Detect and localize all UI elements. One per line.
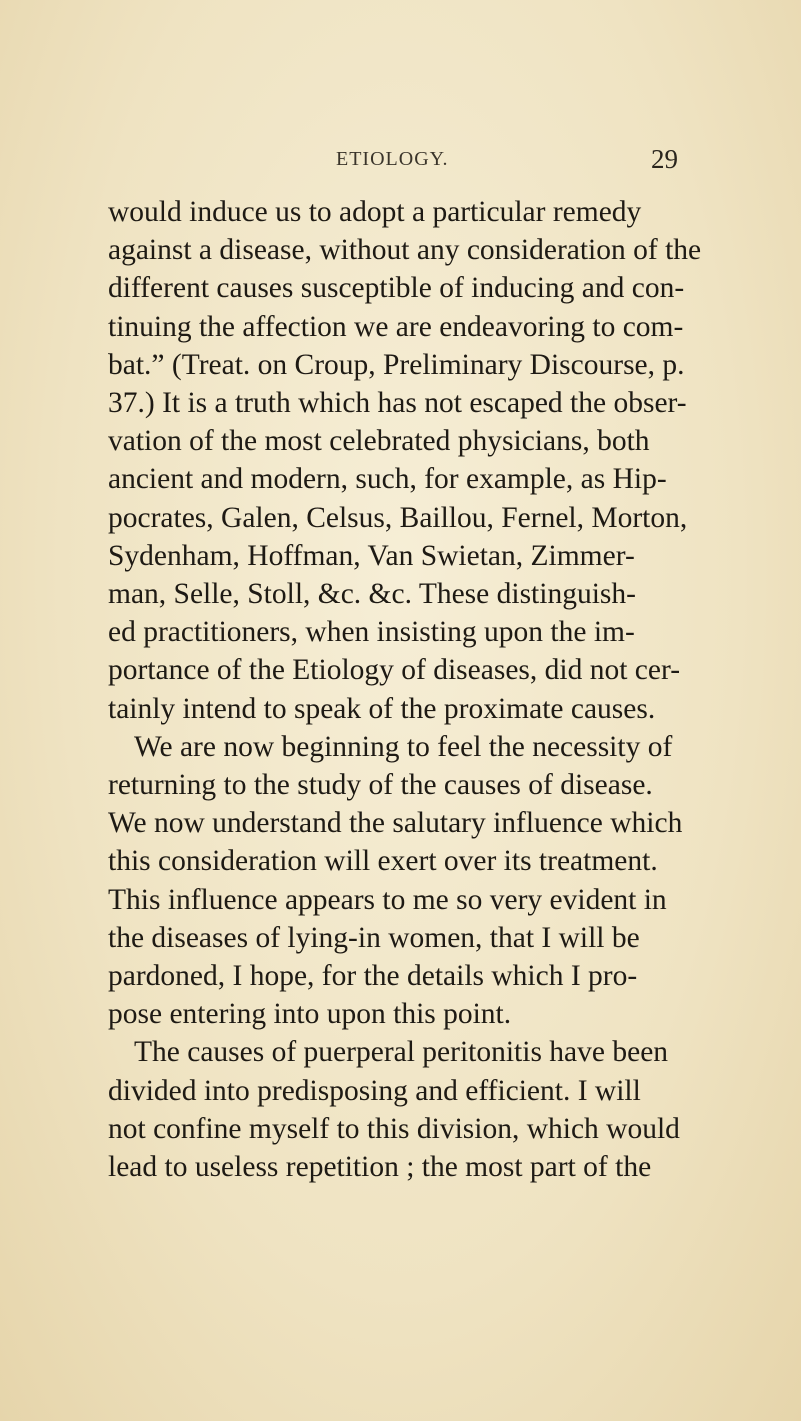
text-line: pocrates, Galen, Celsus, Baillou, Fernel, Morton, [108, 501, 688, 534]
text-line: man, Selle, Stoll, &c. &c. These distinguish- [108, 578, 636, 610]
text-line: this consideration will exert over its treatment. [108, 845, 658, 878]
page-number: 29 [651, 144, 678, 174]
text-line: pardoned, I hope, for the details which I pro- [108, 960, 638, 992]
text-line: returning to the study of the causes of disease. [108, 769, 653, 801]
text-line: ancient and modern, such, for example, as Hip- [108, 463, 667, 496]
running-title: ETIOLOGY. [336, 148, 449, 170]
text-line: We are now beginning to feel the necessity of [134, 730, 673, 763]
text-line: against a disease, without any consideration of the [108, 234, 702, 267]
text-line: the diseases of lying-in women, that I will be [108, 921, 640, 954]
text-line: not confine myself to this division, which would [108, 1112, 680, 1145]
text-line: 37.) It is a truth which has not escaped the obser- [108, 387, 687, 419]
text-line: divided into predisposing and efficient. I will [108, 1074, 641, 1107]
text-line: We now understand the salutary influence which [108, 807, 683, 840]
text-line: bat.” (Treat. on Croup, Preliminary Discourse, p. [108, 348, 685, 381]
text-line: pose entering into upon this point. [108, 998, 512, 1031]
text-line: different causes susceptible of inducing and con- [108, 272, 685, 305]
text-line: would induce us to adopt a particular remedy [108, 196, 642, 228]
text-line: Sydenham, Hoffman, Van Swietan, Zimmer- [108, 539, 635, 572]
text-line: lead to useless repetition ; the most part of the [108, 1151, 652, 1183]
text-line: tainly intend to speak of the proximate causes. [108, 692, 656, 725]
text-line: vation of the most celebrated physicians, both [108, 425, 650, 458]
text-line: This influence appears to me so very evident in [108, 883, 667, 916]
text-line: tinuing the affection we are endeavoring to com- [108, 310, 684, 343]
running-head [0, 144, 801, 178]
text-line: The causes of puerperal peritonitis have been [134, 1036, 669, 1069]
text-line: portance of the Etiology of diseases, did not cer- [108, 654, 681, 687]
text-line: ed practitioners, when insisting upon the im- [108, 616, 635, 649]
